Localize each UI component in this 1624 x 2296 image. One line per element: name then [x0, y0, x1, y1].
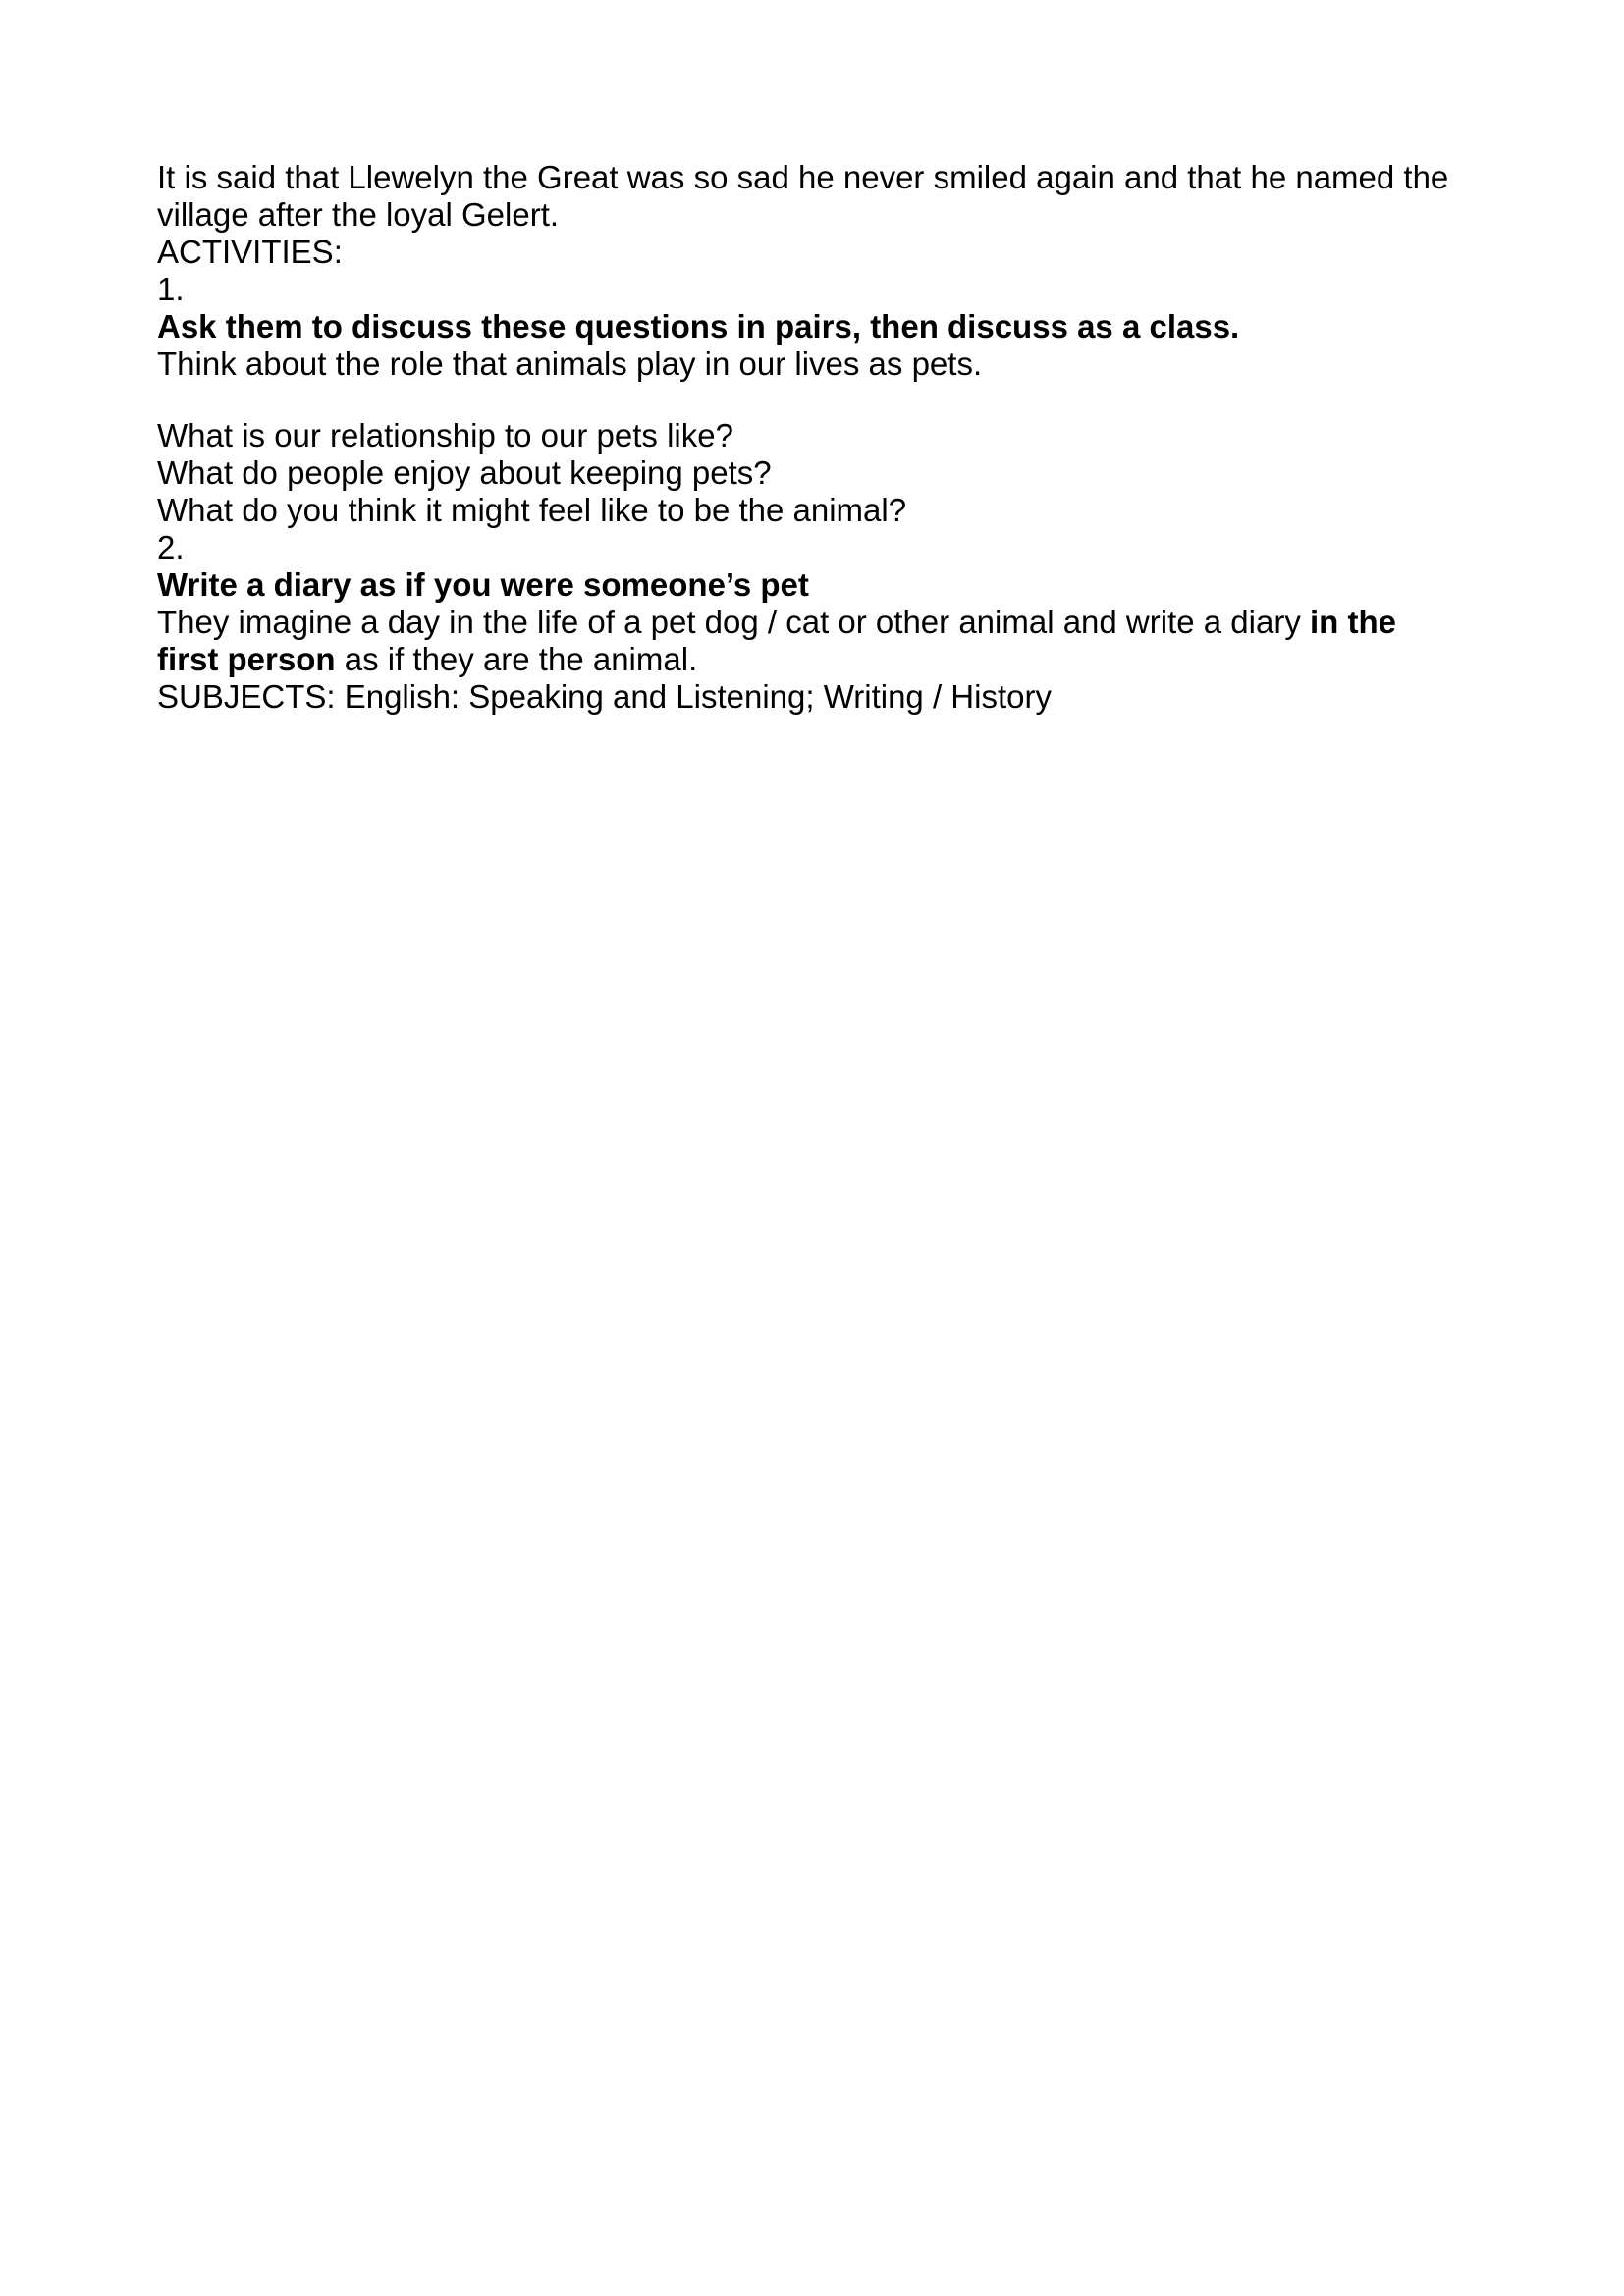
activity-1-question-list	[157, 417, 1463, 529]
activity-2-description-bold: in the first person	[157, 604, 1396, 677]
activity-1-prompt: Think about the role that animals play in our lives as pets.	[157, 346, 983, 382]
intro-paragraph: It is said that Llewelyn the Great was so sad he never smiled again and that he named the village after the loyal Gelert.	[157, 159, 1449, 233]
activity-2-number: 2.	[157, 529, 185, 565]
question-line-2: What do people enjoy about keeping pets?	[157, 454, 772, 491]
question-line-3: What do you think it might feel like to be the animal?	[157, 492, 907, 528]
question-line-1: What is our relationship to our pets like?	[157, 417, 733, 454]
activity-2-description-part3: as if they are the animal.	[335, 641, 698, 677]
subjects-line: SUBJECTS: English: Speaking and Listening; Writing / History	[157, 678, 1052, 715]
activity-1-number: 1.	[157, 271, 185, 307]
activity-2-description	[157, 604, 1463, 678]
activity-2-title: Write a diary as if you were someone’s pet	[157, 566, 809, 603]
activity-1-instruction: Ask them to discuss these questions in pairs, then discuss as a class.	[157, 308, 1240, 345]
activity-2-description-part1: They imagine a day in the life of a pet dog / cat or other animal and write a diary	[157, 604, 1310, 640]
activities-heading: ACTIVITIES:	[157, 234, 343, 270]
